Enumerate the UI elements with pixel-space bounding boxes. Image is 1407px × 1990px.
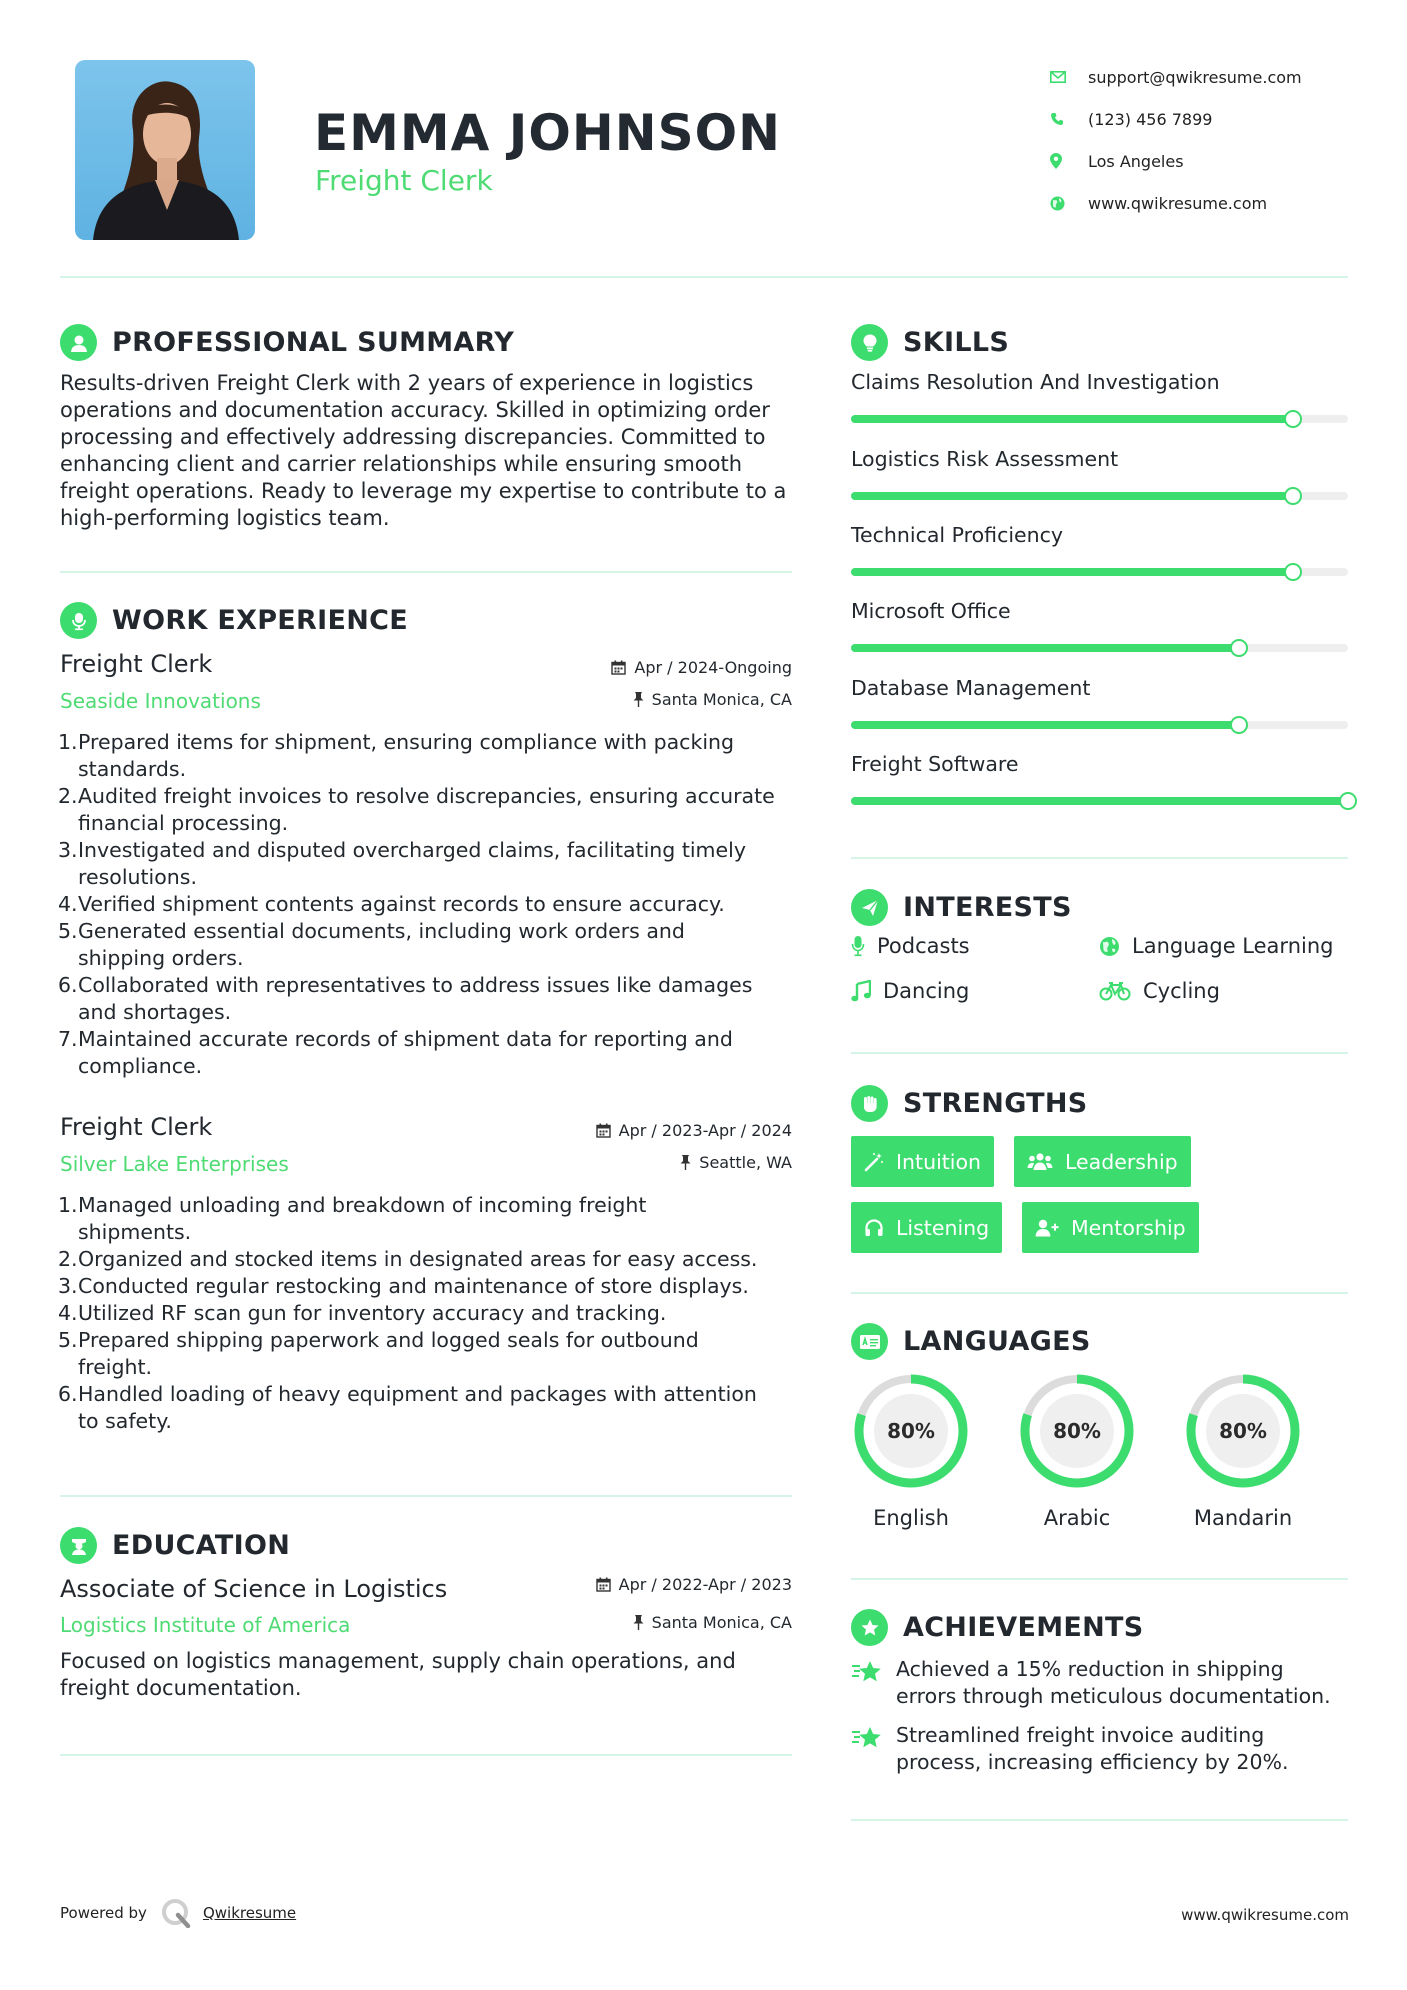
paper-plane-icon (851, 889, 888, 926)
pushpin-icon (633, 692, 644, 707)
qwikresume-logo-icon (161, 1898, 191, 1928)
language-english: 80% English (850, 1370, 972, 1530)
achievement-item-1: Achieved a 15% reduction in shipping errors through meticulous documentation. (851, 1656, 1351, 1710)
work-heading: WORK EXPERIENCE (60, 602, 408, 639)
pushpin-icon (633, 1615, 644, 1630)
website-text: www.qwikresume.com (1088, 193, 1268, 213)
list-item: 1. Prepared items for shipment, ensuring compliance with packing standards. (58, 730, 735, 781)
strengths-divider (851, 1292, 1348, 1294)
list-item: 1. Managed unloading and breakdown of incoming freight shipments. (58, 1193, 647, 1244)
fist-icon (851, 1085, 888, 1122)
list-item: 2. Organized and stocked items in designated areas for easy access. (58, 1247, 758, 1271)
skill-technical-proficiency: Technical Proficiency (851, 523, 1348, 576)
bicycle-icon (1099, 981, 1131, 1001)
skill-microsoft-office: Microsoft Office (851, 599, 1348, 652)
skill-bar (851, 415, 1348, 423)
education-heading: EDUCATION (60, 1527, 290, 1564)
contact-phone[interactable] (1050, 98, 1350, 140)
headphones-icon (864, 1218, 884, 1238)
phone-icon (1050, 112, 1088, 126)
list-item: 4. Utilized RF scan gun for inventory accuracy and tracking. (58, 1301, 667, 1325)
list-item: 5. Prepared shipping paperwork and logged seals for outbound freight. (58, 1328, 699, 1379)
calendar-icon (611, 660, 626, 675)
language-arabic: 80% Arabic (1016, 1370, 1138, 1530)
skill-claims-resolution: Claims Resolution And Investigation (851, 370, 1348, 423)
contact-email[interactable] (1050, 56, 1350, 98)
skill-knob (1230, 716, 1248, 734)
skills-divider (851, 857, 1348, 859)
list-item: 7. Maintained accurate records of shipment data for reporting and compliance. (58, 1027, 733, 1078)
achievements-heading: ACHIEVEMENTS (851, 1609, 1144, 1646)
pushpin-icon (680, 1155, 691, 1170)
job-1-location: Santa Monica, CA (500, 690, 792, 709)
skill-bar (851, 721, 1348, 729)
skill-bar (851, 568, 1348, 576)
list-item: 6. Collaborated with representatives to address issues like damages and shortages. (58, 973, 753, 1024)
job-1-dates: Apr / 2024-Ongoing (500, 658, 792, 677)
magic-wand-icon (864, 1152, 884, 1172)
interests-divider (851, 1052, 1348, 1054)
list-item: 3. Conducted regular restocking and maintenance of store displays. (58, 1274, 749, 1298)
skill-freight-software: Freight Software (851, 752, 1348, 805)
education-divider (60, 1754, 792, 1756)
education-dates: Apr / 2022-Apr / 2023 (500, 1575, 792, 1594)
interest-cycling: Cycling (1099, 979, 1220, 1003)
language-ring: 80% (1182, 1370, 1304, 1492)
skill-knob (1230, 639, 1248, 657)
summary-text: Results-driven Freight Clerk with 2 years of experience in logistics operations and documentation accuracy. Skilled in optimizing order processing and effectively addressing discrepancies. Committed to enhancing client and carrier relationships while ensuring smooth freight operations. Ready to leverage my expertise to contribute to a high-performing logistics team. (60, 371, 787, 530)
summary-heading: PROFESSIONAL SUMMARY (60, 324, 514, 361)
strength-badge-leadership: Leadership (1014, 1136, 1191, 1187)
star-icon (851, 1722, 896, 1776)
summary-divider (60, 571, 792, 573)
qwikresume-link[interactable]: Qwikresume (202, 1904, 297, 1922)
skill-bar (851, 644, 1348, 652)
briefcase-icon (60, 602, 97, 639)
language-ring: 80% (850, 1370, 972, 1492)
language-card-icon (851, 1323, 888, 1360)
contact-location (1050, 140, 1350, 182)
skill-bar (851, 797, 1348, 805)
list-item: 3. Investigated and disputed overcharged claims, facilitating timely resolutions. (58, 838, 746, 889)
contact-website[interactable] (1050, 182, 1350, 224)
skill-logistics-risk: Logistics Risk Assessment (851, 447, 1348, 500)
envelope-icon (1050, 71, 1088, 83)
languages-divider (851, 1578, 1348, 1580)
interest-dancing: Dancing (851, 979, 969, 1003)
skill-bar (851, 492, 1348, 500)
location-text: Los Angeles (1088, 151, 1184, 171)
lightbulb-icon (851, 324, 888, 361)
skill-knob (1284, 563, 1302, 581)
star-badge-icon (851, 1609, 888, 1646)
skill-knob (1284, 487, 1302, 505)
strength-badge-intuition: Intuition (851, 1136, 994, 1187)
footer-powered-by: Powered by Qwikresume (60, 1898, 296, 1928)
interest-podcasts: Podcasts (851, 934, 970, 958)
skill-knob (1339, 792, 1357, 810)
list-item: 4. Verified shipment contents against records to ensure accuracy. (58, 892, 725, 916)
list-item: 5. Generated essential documents, including work orders and shipping orders. (58, 919, 685, 970)
users-icon (1027, 1152, 1053, 1172)
skill-database-management: Database Management (851, 676, 1348, 729)
education-location: Santa Monica, CA (500, 1613, 792, 1632)
skills-heading: SKILLS (851, 324, 1009, 361)
star-icon (851, 1656, 896, 1710)
job-1-bullets (60, 729, 800, 1080)
globe-icon (1050, 196, 1088, 211)
languages-heading: LANGUAGES (851, 1323, 1091, 1360)
globe-icon (1099, 936, 1120, 957)
skill-knob (1284, 410, 1302, 428)
music-note-icon (851, 980, 871, 1002)
profile-photo (75, 60, 255, 240)
achievements-divider (851, 1819, 1348, 1821)
candidate-name: EMMA JOHNSON (314, 104, 781, 162)
work-divider (60, 1495, 792, 1497)
education-school: Logistics Institute of America (60, 1613, 351, 1637)
education-degree: Associate of Science in Logistics (60, 1575, 448, 1603)
header-divider (60, 276, 1348, 278)
calendar-icon (596, 1123, 611, 1138)
strength-badge-listening: Listening (851, 1202, 1002, 1253)
job-2-title: Freight Clerk (60, 1113, 213, 1141)
job-1-title: Freight Clerk (60, 650, 213, 678)
language-ring: 80% (1016, 1370, 1138, 1492)
education-description: Focused on logistics management, supply chain operations, and freight documentation. (60, 1649, 736, 1700)
user-plus-icon (1035, 1218, 1059, 1238)
job-2-company: Silver Lake Enterprises (60, 1152, 289, 1176)
calendar-icon (596, 1577, 611, 1592)
job-2-location: Seattle, WA (500, 1153, 792, 1172)
list-item: 2. Audited freight invoices to resolve discrepancies, ensuring accurate financial processing. (58, 784, 775, 835)
interests-heading: INTERESTS (851, 889, 1072, 926)
language-mandarin: 80% Mandarin (1182, 1370, 1304, 1530)
graduation-icon (60, 1527, 97, 1564)
map-pin-icon (1050, 153, 1088, 169)
job-2-bullets (60, 1192, 800, 1435)
contact-list (1050, 56, 1350, 224)
job-2-dates: Apr / 2023-Apr / 2024 (500, 1121, 792, 1140)
strength-badge-mentorship: Mentorship (1022, 1202, 1199, 1253)
candidate-title: Freight Clerk (315, 164, 493, 197)
footer-website[interactable]: www.qwikresume.com (1181, 1906, 1349, 1924)
phone-text: (123) 456 7899 (1088, 109, 1213, 129)
interest-language-learning: Language Learning (1099, 934, 1333, 958)
strengths-heading: STRENGTHS (851, 1085, 1088, 1122)
list-item: 6. Handled loading of heavy equipment and packages with attention to safety. (58, 1382, 757, 1433)
achievement-item-2: Streamlined freight invoice auditing process, increasing efficiency by 20%. (851, 1722, 1351, 1776)
job-1-company: Seaside Innovations (60, 689, 261, 713)
email-text: support@qwikresume.com (1088, 67, 1302, 87)
user-icon (60, 324, 97, 361)
microphone-icon (851, 935, 865, 957)
